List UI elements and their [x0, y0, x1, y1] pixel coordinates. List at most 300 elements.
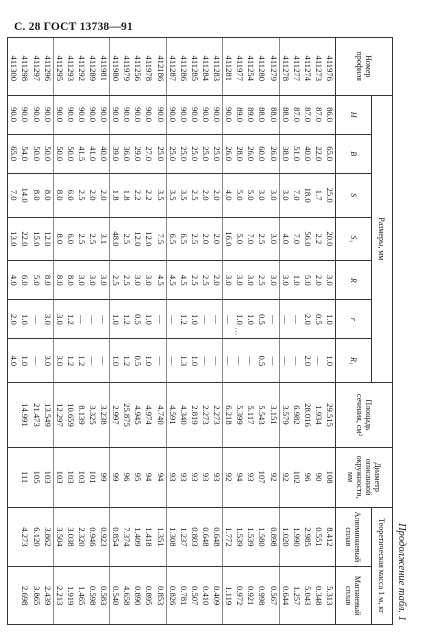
cell-mass-magnesium: 5.313: [324, 567, 336, 625]
cell-h: 87.0: [291, 95, 302, 134]
cell-r-big: 6.0: [19, 261, 30, 300]
cell-profile-number: 411286: [178, 38, 189, 96]
cell-s: 6.0: [65, 173, 76, 217]
cell-mass-magnesium: 3.865: [30, 567, 41, 625]
table-continuation-label: Продолжение табл. 1: [396, 523, 407, 621]
cell-area: 28.016: [302, 383, 313, 447]
cell-mass-aluminium: 0.803: [189, 507, 200, 567]
cell-profile-number: 411293: [65, 38, 76, 96]
header-S: S: [336, 173, 372, 217]
cell-area: 3.579: [279, 383, 291, 447]
cell-diameter: 92: [279, 447, 291, 507]
cell-b: 25.0: [166, 134, 178, 173]
cell-diameter: 96: [302, 447, 313, 507]
cell-area: 29.515: [324, 383, 336, 447]
header-magnesium-alloy: Магниевый сплав: [336, 567, 372, 625]
cell-r-big: 4.5: [178, 261, 189, 300]
cell-b: 28.0: [234, 134, 245, 173]
table-row: [211, 38, 223, 625]
cell-r-small: —: [200, 300, 211, 339]
cell-r-big: 3.0: [267, 261, 279, 300]
cell-b: 50.0: [65, 134, 76, 173]
table-row: [189, 38, 200, 625]
cell-profile-number: 411274: [302, 38, 313, 96]
cell-b: 25.0: [155, 134, 167, 173]
cell-h: 90.0: [110, 95, 122, 134]
cell-r-big: 5.0: [302, 261, 313, 300]
cell-r-big: 4.5: [155, 261, 167, 300]
cell-r-small: 0.5: [313, 300, 324, 339]
cell-diameter: 101: [87, 447, 98, 507]
cell-s: 7.0: [291, 173, 302, 217]
cell-area: 1.934: [313, 383, 324, 447]
cell-area: 12.297: [53, 383, 65, 447]
cell-h: 90.0: [166, 95, 178, 134]
cell-profile-number: 411976: [324, 38, 336, 96]
cell-b: 25.0: [211, 134, 223, 173]
cell-r-small: 1.2: [121, 300, 132, 339]
header-section-area: Площадь сечения, см²: [336, 383, 393, 447]
cell-diameter: 103: [42, 447, 54, 507]
cell-s: 1.8: [121, 173, 132, 217]
cell-diameter: 108: [324, 447, 336, 507]
cell-r-small: —: [279, 300, 291, 339]
table-row: [302, 38, 313, 625]
cell-s1: 12.0: [42, 217, 54, 261]
cell-area: 5.543: [256, 383, 267, 447]
cell-r1: —: [291, 339, 302, 383]
cell-r-big: 2.0: [313, 261, 324, 300]
cell-profile-number: 411978: [143, 38, 154, 96]
cell-h: 90.0: [211, 95, 223, 134]
cell-s: 1.7: [313, 173, 324, 217]
cell-diameter: 94: [143, 447, 154, 507]
cell-diameter: 103: [65, 447, 76, 507]
cell-r-small: 1.0: [234, 300, 245, 339]
cell-area: 3.238: [98, 383, 110, 447]
cell-r1: 0.5: [132, 339, 143, 383]
cell-diameter: 105: [30, 447, 41, 507]
header-R1: R₁: [336, 339, 372, 383]
cell-r-small: 1.0: [19, 300, 30, 339]
cell-s1: 2.5: [121, 217, 132, 261]
cell-r1: 1.2: [65, 339, 76, 383]
cell-mass-aluminium: 0.898: [267, 507, 279, 567]
cell-r1: 1.0: [110, 339, 122, 383]
cell-profile-number: 412186: [155, 38, 167, 96]
cell-h: 90.0: [42, 95, 54, 134]
cell-mass-magnesium: 0.895: [143, 567, 154, 625]
cell-b: 26.0: [245, 134, 256, 173]
cell-area: 6.982: [291, 383, 302, 447]
cell-s: 2.0: [98, 173, 110, 217]
cell-b: 60.0: [256, 134, 267, 173]
cell-h: 88.0: [256, 95, 267, 134]
cell-r-big: 8.0: [65, 261, 76, 300]
cell-b: 29.0: [132, 134, 143, 173]
table-row: [313, 38, 324, 625]
cell-r1: 1.0: [189, 339, 200, 383]
cell-r-big: 3.0: [234, 261, 245, 300]
table-row: [223, 38, 235, 625]
cell-r-big: 8.0: [42, 261, 54, 300]
table-row: [291, 38, 302, 625]
cell-r-small: 1.0: [143, 300, 154, 339]
cell-profile-number: 411977: [234, 38, 245, 96]
cell-profile-number: 411298: [19, 38, 30, 96]
cell-r1: —: [223, 339, 235, 383]
cell-mass-magnesium: 1.257: [291, 567, 302, 625]
cell-s1: 2.5: [87, 217, 98, 261]
cell-h: 89.0: [234, 95, 245, 134]
cell-mass-aluminium: 3.038: [65, 507, 76, 567]
cell-r1: —: [313, 339, 324, 383]
table-row: [98, 38, 110, 625]
cell-r-small: 1.0: [189, 300, 200, 339]
cell-profile-number: 411289: [87, 38, 98, 96]
cell-diameter: 94: [155, 447, 167, 507]
cell-s1: 3.1: [98, 217, 110, 261]
cell-h: 90.0: [121, 95, 132, 134]
cell-mass-magnesium: 4.658: [121, 567, 132, 625]
cell-r-big: 3.0: [324, 261, 336, 300]
cell-mass-magnesium: 0.567: [267, 567, 279, 625]
cell-area: 5.399: [234, 383, 245, 447]
cell-mass-magnesium: 0.998: [256, 567, 267, 625]
cell-r1: 1.0: [19, 339, 30, 383]
table-row: [267, 38, 279, 625]
cell-r1: 4.0: [8, 339, 20, 383]
cell-s1: 5.0: [234, 217, 245, 261]
header-S1: S₁: [336, 217, 372, 261]
cell-mass-aluminium: 1.418: [143, 507, 154, 567]
cell-s1: 2.5: [256, 217, 267, 261]
cell-mass-aluminium: 2.320: [76, 507, 87, 567]
cell-profile-number: 411281: [223, 38, 235, 96]
cell-profile-number: 411981: [98, 38, 110, 96]
cell-r-small: —: [211, 300, 223, 339]
cell-s: 3.5: [166, 173, 178, 217]
cell-h: 90.0: [189, 95, 200, 134]
table-row: [30, 38, 41, 625]
cell-h: 90.0: [30, 95, 41, 134]
cell-b: 36.0: [121, 134, 132, 173]
cell-b: 65.0: [324, 134, 336, 173]
cell-h: 87.0: [302, 95, 313, 134]
cell-r-big: 3.0: [132, 261, 143, 300]
cell-mass-aluminium: 0.551: [313, 507, 324, 567]
cell-h: 90.0: [132, 95, 143, 134]
cell-diameter: 93: [200, 447, 211, 507]
cell-r-small: 1.0: [110, 300, 122, 339]
cell-r1: 0.5: [256, 339, 267, 383]
table-row: [143, 38, 154, 625]
cell-r-big: 2.0: [211, 261, 223, 300]
cell-r-big: 4.0: [8, 261, 20, 300]
cell-s1: 8.0: [53, 217, 65, 261]
table-row: [42, 38, 54, 625]
cell-h: 90.0: [223, 95, 235, 134]
cell-s1: 7.0: [291, 217, 302, 261]
cell-r1: 1.0: [324, 339, 336, 383]
table-row: [76, 38, 87, 625]
rotated-table-block: [9, 37, 409, 625]
cell-b: 50.0: [42, 134, 54, 173]
table-row: [234, 38, 245, 625]
header-dimensions-group: Размеры, мм: [372, 95, 393, 383]
cell-b: 25.0: [200, 134, 211, 173]
table-row: [110, 38, 122, 625]
cell-r1: —: [155, 339, 167, 383]
cell-r1: 2.0: [302, 339, 313, 383]
cell-h: 90.0: [143, 95, 154, 134]
cell-s1: 15.0: [30, 217, 41, 261]
table-row: [245, 38, 256, 625]
cell-mass-magnesium: 0.853: [155, 567, 167, 625]
cell-h: 90.0: [76, 95, 87, 134]
cell-r-small: 1.0: [245, 300, 256, 339]
cell-mass-aluminium: 3.862: [42, 507, 54, 567]
cell-r-big: 5.0: [30, 261, 41, 300]
cell-diameter: 92: [267, 447, 279, 507]
cell-diameter: 93: [245, 447, 256, 507]
cell-r-big: 3.0: [98, 261, 110, 300]
cell-profile-number: 411979: [121, 38, 132, 96]
cell-r1: —: [279, 339, 291, 383]
cell-diameter: 96: [121, 447, 132, 507]
cell-s1: 22.0: [19, 217, 30, 261]
cell-s1: 7.5: [155, 217, 167, 261]
cell-r1: 3.0: [42, 339, 54, 383]
cell-s: 3.0: [267, 173, 279, 217]
cell-mass-aluminium: 1.308: [166, 507, 178, 567]
cell-profile-number: 411297: [30, 38, 41, 96]
cell-s1: 13.0: [8, 217, 20, 261]
cell-area: 25.875: [121, 383, 132, 447]
cell-h: 90.0: [178, 95, 189, 134]
cell-diameter: 93: [166, 447, 178, 507]
cell-s1: 12.0: [132, 217, 143, 261]
cell-r1: —: [267, 339, 279, 383]
cell-mass-aluminium: 0.854: [110, 507, 122, 567]
cell-b: 38.0: [279, 134, 291, 173]
cell-s1: 20.0: [324, 217, 336, 261]
cell-b: 40.0: [302, 134, 313, 173]
cell-mass-magnesium: 0.972: [234, 567, 245, 625]
header-R: R: [336, 261, 372, 300]
cell-area: 21.473: [30, 383, 41, 447]
cell-b: 26.0: [223, 134, 235, 173]
cell-mass-aluminium: 6.120: [30, 507, 41, 567]
profile-table: [7, 37, 393, 625]
cell-s1: 6.5: [178, 217, 189, 261]
stray-mark: ⋮: [232, 327, 240, 336]
header-r: r: [336, 300, 372, 339]
cell-profile-number: 411279: [267, 38, 279, 96]
cell-mass-aluminium: 3.504: [53, 507, 65, 567]
cell-s: 2.5: [189, 173, 200, 217]
cell-area: 2.819: [189, 383, 200, 447]
cell-r1: 3.0: [53, 339, 65, 383]
cell-diameter: 107: [256, 447, 267, 507]
table-row: [53, 38, 65, 625]
cell-s1: 2.2: [313, 217, 324, 261]
cell-mass-magnesium: 0.410: [200, 567, 211, 625]
cell-r1: —: [245, 339, 256, 383]
cell-profile-number: 411287: [166, 38, 178, 96]
cell-mass-aluminium: 1.020: [279, 507, 291, 567]
cell-s: 8.0: [42, 173, 54, 217]
cell-s1: 2.0: [211, 217, 223, 261]
cell-s1: 4.0: [279, 217, 291, 261]
cell-r-big: 2.5: [189, 261, 200, 300]
cell-r-big: 4.5: [166, 261, 178, 300]
cell-r-small: 2.0: [302, 300, 313, 339]
cell-mass-aluminium: 0.923: [98, 507, 110, 567]
cell-b: 41.5: [76, 134, 87, 173]
cell-mass-magnesium: 0.826: [166, 567, 178, 625]
cell-r-small: —: [155, 300, 167, 339]
table-row: [324, 38, 336, 625]
cell-mass-aluminium: 1.351: [155, 507, 167, 567]
cell-h: 90.0: [98, 95, 110, 134]
table-row: [178, 38, 189, 625]
cell-profile-number: 411980: [110, 38, 122, 96]
cell-area: [8, 383, 20, 447]
cell-mass-magnesium: 0.348: [313, 567, 324, 625]
cell-area: 4.340: [178, 383, 189, 447]
cell-s: 3.0: [256, 173, 267, 217]
cell-mass-aluminium: 7.374: [121, 507, 132, 567]
header-H: H: [336, 95, 372, 134]
cell-s: 7.0: [8, 173, 20, 217]
cell-h: 90.0: [65, 95, 76, 134]
cell-r-big: 3.0: [76, 261, 87, 300]
cell-s: 2.2: [143, 173, 154, 217]
cell-mass-aluminium: 1.409: [132, 507, 143, 567]
table-row: [200, 38, 211, 625]
cell-s: 8.0: [53, 173, 65, 217]
cell-s1: 6.0: [65, 217, 76, 261]
cell-s: 18.0: [302, 173, 313, 217]
cell-r1: 1.3: [178, 339, 189, 383]
cell-diameter: 103: [53, 447, 65, 507]
cell-mass-magnesium: 5.043: [302, 567, 313, 625]
cell-h: 88.0: [267, 95, 279, 134]
cell-r1: —: [98, 339, 110, 383]
cell-profile-number: 411295: [53, 38, 65, 96]
cell-profile-number: 411296: [42, 38, 54, 96]
cell-profile-number: 411280: [256, 38, 267, 96]
cell-area: 8.139: [76, 383, 87, 447]
cell-diameter: 111: [19, 447, 30, 507]
table-row: [121, 38, 132, 625]
cell-r1: 1.0: [143, 339, 154, 383]
cell-s1: 12.0: [143, 217, 154, 261]
cell-s1: 7.0: [245, 217, 256, 261]
cell-profile-number: 411277: [291, 38, 302, 96]
cell-r-small: —: [166, 300, 178, 339]
cell-s: 5.0: [245, 173, 256, 217]
cell-mass-aluminium: 1.539: [234, 507, 245, 567]
cell-diameter: 95: [132, 447, 143, 507]
cell-s: 3.5: [155, 173, 167, 217]
cell-r-big: 3.0: [245, 261, 256, 300]
table-row: [87, 38, 98, 625]
cell-r-small: —: [76, 300, 87, 339]
cell-mass-magnesium: 0.598: [87, 567, 98, 625]
cell-mass-aluminium: 1.772: [223, 507, 235, 567]
cell-h: 88.0: [279, 95, 291, 134]
cell-s1: 2.5: [76, 217, 87, 261]
cell-area: 2.997: [110, 383, 122, 447]
table-row: [279, 38, 291, 625]
cell-r-small: —: [98, 300, 110, 339]
cell-r-small: —: [291, 300, 302, 339]
cell-mass-aluminium: 0.946: [87, 507, 98, 567]
cell-b: 39.0: [110, 134, 122, 173]
cell-s1: 2.0: [200, 217, 211, 261]
cell-area: 4.945: [132, 383, 143, 447]
table-row: [132, 38, 143, 625]
cell-profile-number: 411278: [279, 38, 291, 96]
cell-mass-magnesium: 0.583: [98, 567, 110, 625]
cell-mass-magnesium: 2.213: [53, 567, 65, 625]
cell-r-big: 3.0: [279, 261, 291, 300]
header-aluminium-alloy: Алюминиевый сплав: [336, 507, 372, 567]
cell-area: 3.151: [267, 383, 279, 447]
cell-diameter: 102: [291, 447, 302, 507]
cell-mass-aluminium: 8.412: [324, 507, 336, 567]
cell-profile-number: 411292: [76, 38, 87, 96]
cell-area: 2.273: [211, 383, 223, 447]
cell-s: 2.0: [200, 173, 211, 217]
cell-r-big: 2.5: [200, 261, 211, 300]
cell-profile-number: 411273: [313, 38, 324, 96]
cell-b: 51.0: [291, 134, 302, 173]
cell-s: 2.0: [87, 173, 98, 217]
cell-s: 1.8: [110, 173, 122, 217]
cell-r1: —: [30, 339, 41, 383]
cell-mass-aluminium: 1.580: [256, 507, 267, 567]
cell-mass-magnesium: 0.507: [189, 567, 200, 625]
cell-b: 41.0: [87, 134, 98, 173]
header-mass-group: Теоретическая масса 1 м, кг: [372, 507, 393, 624]
cell-area: 2.273: [200, 383, 211, 447]
cell-s: 4.0: [223, 173, 235, 217]
cell-r-big: 3.0: [87, 261, 98, 300]
cell-r-small: 1.2: [178, 300, 189, 339]
cell-mass-magnesium: 0.540: [110, 567, 122, 625]
cell-area: 14.991: [19, 383, 30, 447]
cell-r-small: —: [223, 300, 235, 339]
cell-b: 65.0: [8, 134, 20, 173]
page-header: С. 28 ГОСТ 13738—91: [14, 21, 133, 33]
cell-h: 90.0: [155, 95, 167, 134]
cell-mass-magnesium: 2.439: [42, 567, 54, 625]
cell-area: 10.659: [65, 383, 76, 447]
cell-diameter: 93: [211, 447, 223, 507]
cell-r-big: 3.0: [143, 261, 154, 300]
cell-s: 25.0: [324, 173, 336, 217]
cell-profile-number: 411285: [189, 38, 200, 96]
cell-r-small: —: [30, 300, 41, 339]
cell-s1: 6.5: [166, 217, 178, 261]
cell-mass-aluminium: 1.237: [178, 507, 189, 567]
cell-diameter: 94: [234, 447, 245, 507]
cell-s: 3.5: [178, 173, 189, 217]
cell-r-small: 3.0: [53, 300, 65, 339]
